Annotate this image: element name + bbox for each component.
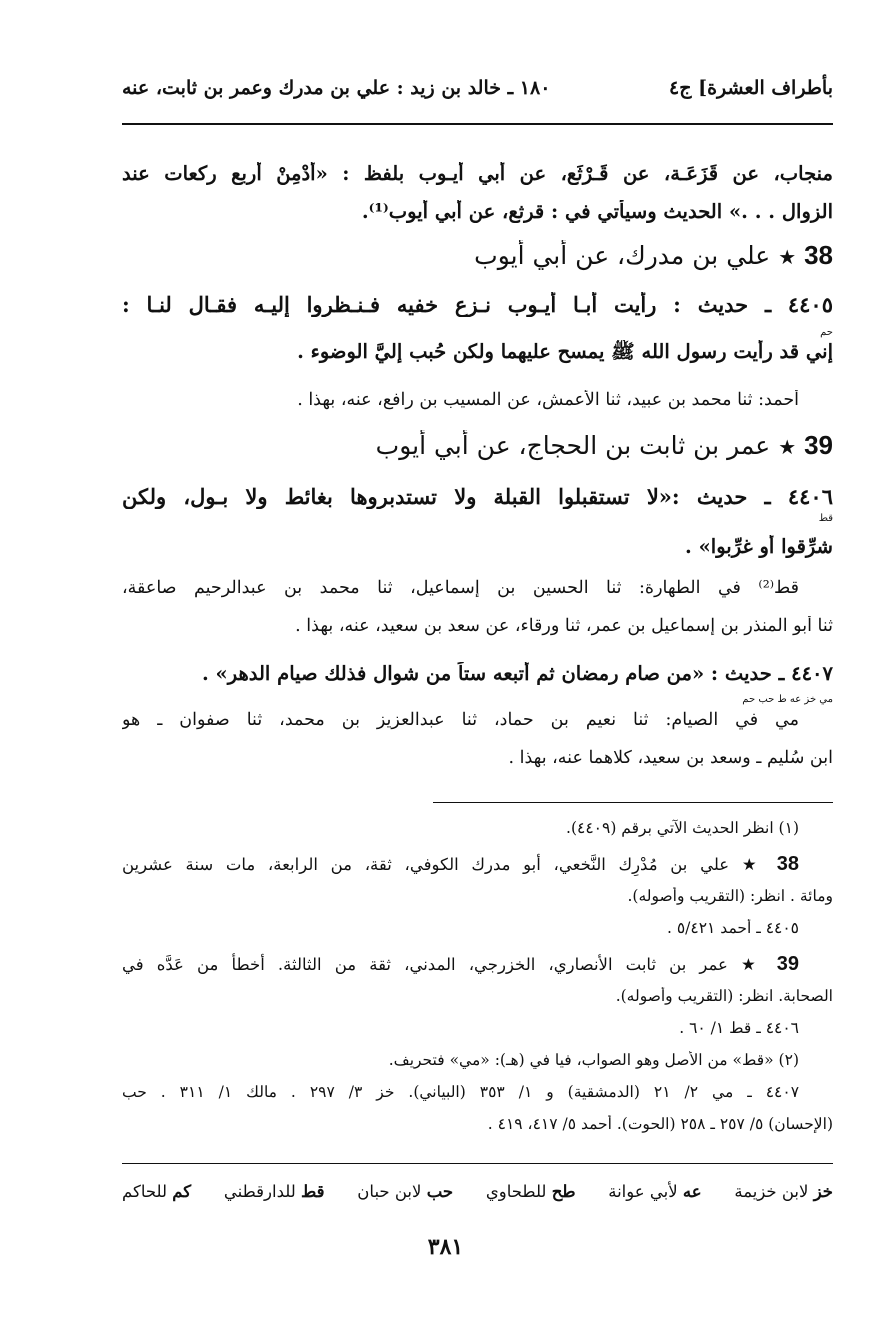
narrator-heading-38	[122, 240, 833, 271]
footnote-line: ٤٤٠٦ ـ قط ١/ ٦٠ .	[679, 1019, 799, 1037]
header-chapter: ١٨٠ ـ خالد بن زيد : علي بن مدرك وعمر بن ثابت، عنه	[122, 77, 551, 99]
footnote-number: 39	[776, 953, 800, 975]
footnote-line: (الإحسان) ٥/ ٢٥٧ ـ ٢٥٨ (الحوت). أحمد ٥/ ٤١٧، ٤١٩ .	[487, 1115, 833, 1133]
isnad-4407-cont: ابن سُليم ـ وسعد بن سعيد، كلاهما عنه، بهذا .	[508, 748, 833, 768]
footnote-number: 38	[776, 853, 799, 875]
abbrev-item: قط للدارقطني	[223, 1182, 325, 1201]
narrator-number: 38	[804, 240, 833, 270]
footnote-rule	[433, 802, 833, 803]
isnad-4406: قط⁽²⁾ في الطهارة: ثنا الحسين بن إسماعيل، ثنا محمد بن عبدالرحيم صاعقة،	[122, 578, 799, 598]
hadith-4405-cont: إني قد رأيت رسول الله ﷺ يمسح عليهما ولكن حُبب إليَّ الوضوء .	[297, 340, 833, 363]
footnotes	[122, 815, 833, 1160]
footnote-text: عمر بن ثابت الأنصاري، الخزرجي، المدني، ثقة من الثالثة. أخطأ من عَدَّه في	[122, 955, 728, 974]
star-icon: ★	[778, 245, 797, 269]
footnote-text: علي بن مُدْرِك النَّخعي، أبو مدرك الكوفي، ثقة، من الرابعة، مات سنة عشرين	[122, 855, 730, 874]
hadith-4405: ٤٤٠٥ ـ حديث : رأيت أبـا أيـوب نـزع خفيه فـنـظروا إليـه فقـال لنـا :	[122, 292, 833, 317]
abbrev-item: حب لابن حبان	[357, 1182, 454, 1201]
source-marks: قط	[818, 513, 833, 524]
narrator-heading-39	[122, 430, 833, 461]
abbrev-rule	[122, 1163, 833, 1164]
footnote-2: (٢) «قط» من الأصل وهو الصواب، فيا في (هـ): «مي» فتحريف.	[388, 1051, 799, 1069]
running-header	[122, 72, 833, 104]
hadith-4406: ٤٤٠٦ ـ حديث :«لا تستقبلوا القبلة ولا تستدبروها بغائط ولا بـول، ولكن	[122, 484, 833, 509]
narrator-name: علي بن مدرك، عن أبي أيوب	[474, 241, 771, 270]
abbrev-item: خز لابن خزيمة	[734, 1182, 833, 1201]
source-marks: مي خز عه ط حب حم	[742, 694, 833, 705]
text-line: منجاب، عن قَزَعَـة، عن قَـرْثَع، عن أبي أيـوب بلفظ : «أُدْمِنْ أربع ركعات عند	[122, 162, 833, 185]
footnote-1: (١) انظر الحديث الآتي برقم (٤٤٠٩).	[566, 819, 799, 837]
header-volume: بأطراف العشرة] ج٤	[669, 77, 833, 99]
footnote-38	[122, 853, 833, 876]
narrator-name: عمر بن ثابت بن الحجاج، عن أبي أيوب	[375, 431, 771, 460]
narrator-number: 39	[804, 430, 833, 460]
page-number: ٣٨١	[427, 1234, 464, 1260]
abbrev-item: كم للحاكم	[122, 1182, 192, 1201]
star-icon: ★	[741, 955, 764, 974]
main-text	[122, 150, 833, 790]
hadith-4406-cont: شرِّقوا أو غرِّبوا» .	[685, 535, 833, 558]
isnad-4406-cont: ثنا أبو المنذر بن إسماعيل بن عمر، ثنا ورقاء، عن سعد بن سعيد، عنه، بهذا .	[295, 616, 833, 636]
footnote-39	[122, 953, 833, 976]
footnote-line: الصحابة. انظر: (التقريب وأصوله).	[615, 987, 833, 1005]
header-rule	[122, 123, 833, 125]
abbrev-item: عه لأبي عوانة	[608, 1182, 702, 1201]
footnote-line: ومائة . انظر: (التقريب وأصوله).	[627, 887, 833, 905]
footnote-line: ٤٤٠٧ ـ مي ٢/ ٢١ (الدمشقية) و ١/ ٣٥٣ (البياني). خز ٣/ ٢٩٧ . مالك ١/ ٣١١ . حب	[122, 1083, 800, 1101]
star-icon: ★	[778, 435, 797, 459]
abbreviation-key	[122, 1182, 833, 1210]
source-marks: حم	[820, 327, 833, 338]
text-line: الزوال . . .» الحديث وسيأتي في : قرثع، عن أبي أيوب⁽¹⁾.	[361, 200, 833, 223]
abbrev-item: طح للطحاوي	[485, 1182, 576, 1201]
hadith-4407: ٤٤٠٧ ـ حديث : «من صام رمضان ثم أتبعه ستاً من شوال فذلك صيام الدهر» .	[201, 662, 833, 685]
star-icon: ★	[741, 855, 765, 874]
isnad-4405: أحمد: ثنا محمد بن عبيد، ثنا الأعمش، عن المسيب بن رافع، عنه، بهذا .	[297, 390, 799, 410]
footnote-line: ٤٤٠٥ ـ أحمد ٥/٤٢١ .	[666, 919, 799, 937]
isnad-4407: مي في الصيام: ثنا نعيم بن حماد، ثنا عبدالعزيز بن محمد، ثنا صفوان ـ هو	[122, 710, 799, 730]
